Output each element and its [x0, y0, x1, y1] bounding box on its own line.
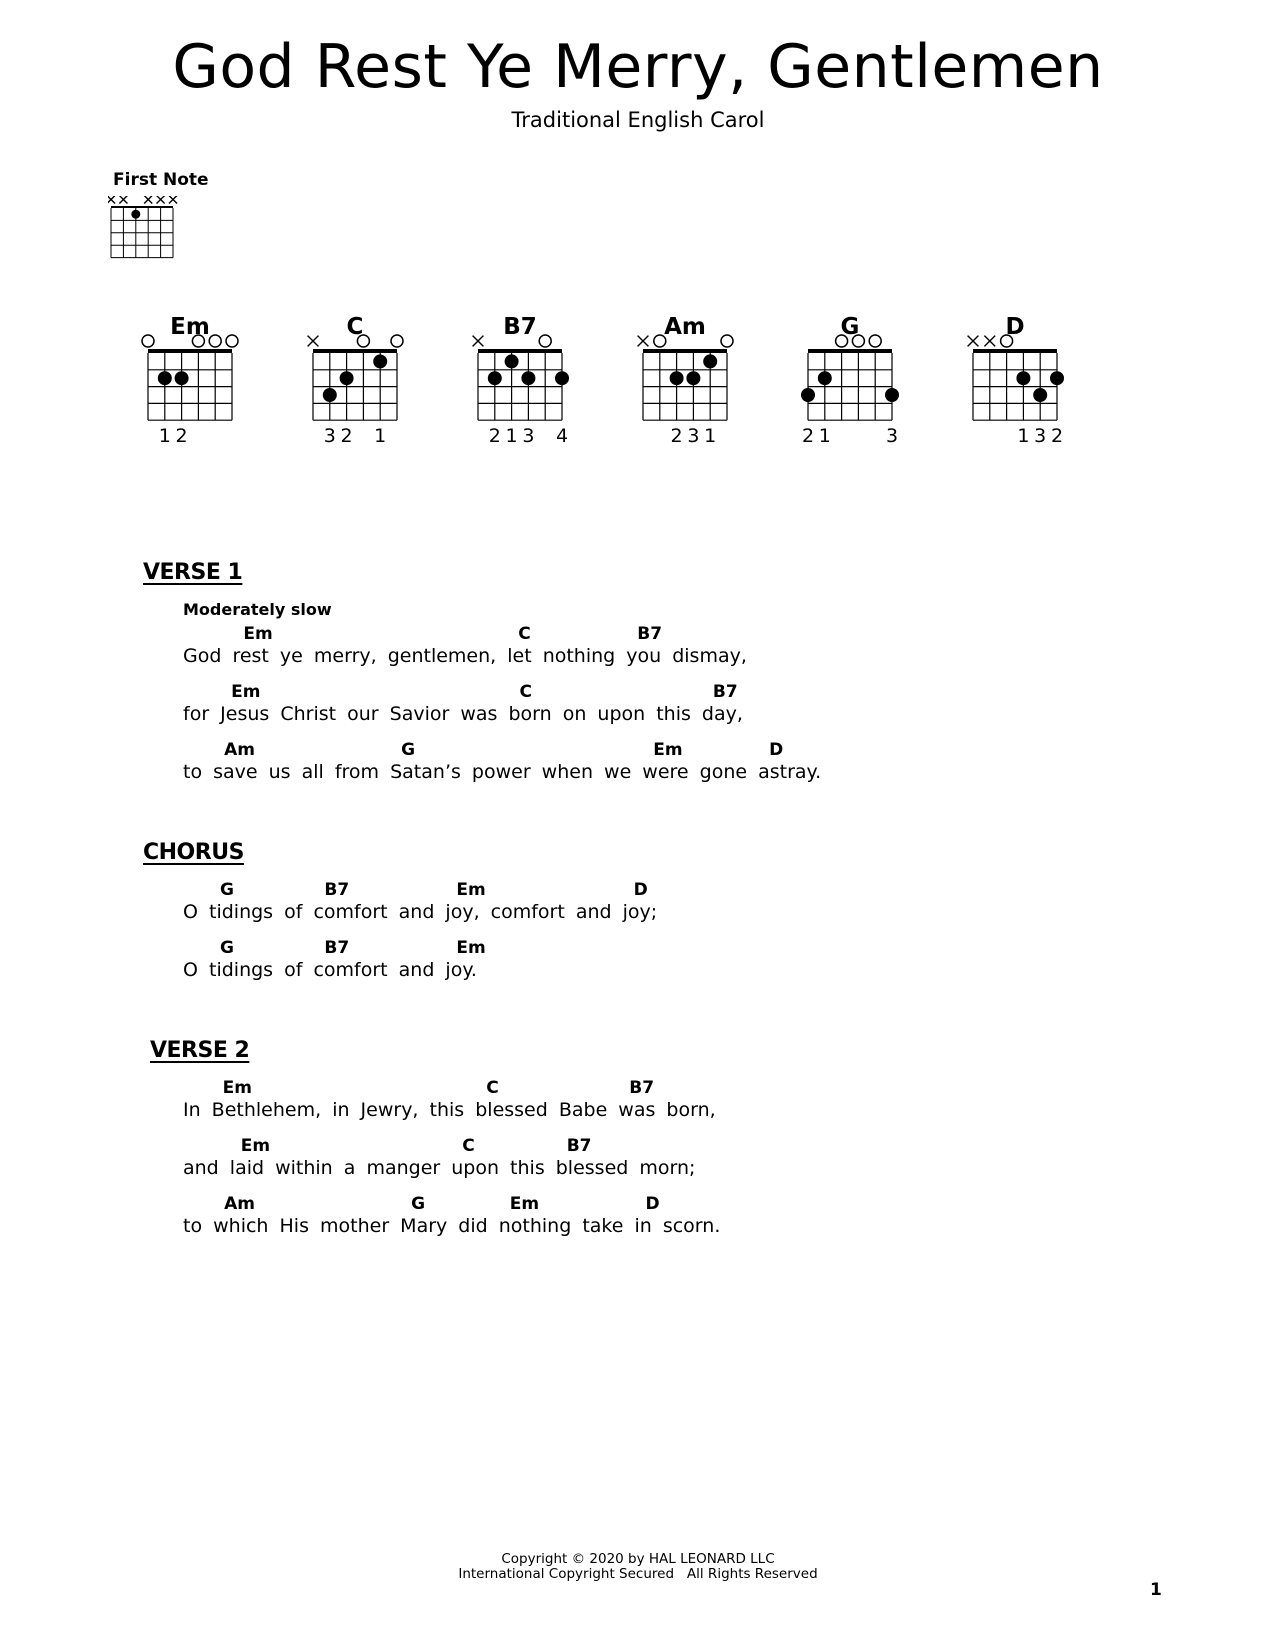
chord-symbol: D: [645, 1194, 660, 1214]
muted-string-marker: [157, 196, 165, 204]
finger-dot: [670, 371, 684, 385]
chord-symbol: C: [518, 624, 531, 644]
finger-dot: [1033, 388, 1047, 402]
chord-symbol: C: [462, 1136, 475, 1156]
finger-number: 1: [1017, 425, 1030, 448]
chord-symbol: Am: [224, 740, 255, 760]
muted-string-marker: [473, 336, 484, 347]
finger-dot: [885, 388, 899, 402]
nut: [313, 349, 397, 353]
finger-number: 4: [555, 425, 569, 448]
chord-symbol: Em: [653, 740, 683, 760]
open-string-marker: [654, 335, 666, 347]
chord-symbol: G: [219, 938, 234, 958]
section-heading: VERSE 1: [143, 560, 243, 585]
lyric-line: [183, 1078, 1083, 1128]
lyric-line: [183, 1194, 1083, 1244]
muted-string-marker: [638, 336, 649, 347]
first-note-label: First Note: [113, 170, 209, 190]
nut: [973, 349, 1057, 353]
chord-name: Em: [170, 316, 210, 340]
section-heading: CHORUS: [143, 840, 244, 865]
chord-symbol: B7: [324, 938, 350, 958]
chord-symbol: Em: [456, 880, 486, 900]
chord-symbol: Em: [240, 1136, 271, 1156]
finger-number: 2: [340, 425, 353, 448]
finger-number: 2: [488, 425, 501, 448]
finger-dot: [488, 371, 502, 385]
chord-name: C: [346, 316, 364, 340]
finger-number: 3: [885, 425, 899, 448]
chord-symbol: B7: [324, 880, 350, 900]
finger-number: 3: [522, 425, 535, 448]
chord-symbol: B7: [566, 1136, 592, 1156]
chord-symbol: G: [401, 740, 416, 760]
lyric-text: O tidings of comfort and joy.: [183, 959, 477, 981]
open-string-marker: [391, 335, 403, 347]
open-string-marker: [869, 335, 881, 347]
chord-name: Am: [664, 316, 706, 340]
chord-name: G: [840, 316, 860, 340]
chord-diagram-g: [801, 316, 899, 447]
lyric-text: O tidings of comfort and joy, comfort and joy;: [183, 901, 658, 923]
lyric-text: and laid within a manger upon this blessed morn;: [183, 1157, 696, 1179]
nut: [643, 349, 727, 353]
chord-diagram-em: [142, 316, 238, 447]
lyric-line: [183, 880, 1083, 930]
chord-diagram-b7: [473, 316, 569, 447]
chord-symbol: Em: [456, 938, 486, 958]
chord-symbol: B7: [629, 1078, 655, 1098]
finger-dot: [158, 371, 172, 385]
finger-dot: [131, 210, 140, 219]
finger-number: 1: [374, 425, 387, 448]
finger-dot: [175, 371, 189, 385]
footer: [0, 1552, 1276, 1582]
muted-string-marker: [169, 196, 177, 204]
chord-diagram-d: [968, 316, 1064, 447]
finger-number: 1: [818, 425, 831, 448]
finger-number: 3: [687, 425, 700, 448]
finger-number: 3: [323, 425, 336, 448]
finger-number: 1: [158, 425, 171, 448]
chord-diagram-c: [308, 316, 403, 447]
finger-dot: [1016, 371, 1030, 385]
song-title: God Rest Ye Merry, Gentlemen: [172, 32, 1104, 102]
chord-symbol: C: [486, 1078, 499, 1098]
finger-number: 2: [670, 425, 683, 448]
finger-dot: [505, 354, 519, 368]
muted-string-marker: [968, 336, 979, 347]
finger-dot: [703, 354, 717, 368]
chord-symbol: Am: [224, 1194, 255, 1214]
lyric-line: [183, 624, 1083, 674]
finger-number: 3: [1034, 425, 1047, 448]
chord-diagram-first-note: [108, 196, 177, 258]
page-number: 1: [1150, 1580, 1162, 1600]
chord-symbol: D: [769, 740, 784, 760]
muted-string-marker: [108, 196, 115, 204]
chord-symbol: B7: [637, 624, 663, 644]
chord-diagrams: [0, 316, 1276, 456]
chord-symbol: Em: [509, 1194, 540, 1214]
finger-dot: [521, 371, 535, 385]
chord-symbol: G: [411, 1194, 426, 1214]
chord-name: D: [1005, 316, 1025, 340]
finger-number: 1: [505, 425, 518, 448]
open-string-marker: [539, 335, 551, 347]
lyric-text: to which His mother Mary did nothing take in scorn.: [183, 1215, 721, 1237]
finger-dot: [1050, 371, 1064, 385]
muted-string-marker: [984, 336, 995, 347]
muted-string-marker: [308, 336, 319, 347]
finger-number: 2: [175, 425, 188, 448]
lyric-line: [183, 740, 1083, 790]
nut: [808, 349, 892, 353]
muted-string-marker: [119, 196, 127, 204]
rights-text: International Copyright Secured All Rights Reserved: [458, 1566, 818, 1582]
tempo-marking: Moderately slow: [183, 600, 332, 619]
finger-number: 1: [704, 425, 717, 448]
nut: [148, 349, 232, 353]
open-string-marker: [209, 335, 221, 347]
chord-symbol: Em: [231, 682, 261, 702]
open-string-marker: [721, 335, 733, 347]
open-string-marker: [226, 335, 238, 347]
finger-dot: [801, 388, 815, 402]
finger-number: 2: [801, 425, 815, 448]
lyric-line: [183, 1136, 1083, 1186]
lyric-line: [183, 938, 1083, 988]
first-note-diagram: [108, 196, 188, 260]
lyric-line: [183, 682, 1083, 732]
finger-dot: [373, 354, 387, 368]
nut: [478, 349, 562, 353]
chord-diagram-am: [638, 316, 733, 447]
section-heading: VERSE 2: [150, 1038, 250, 1063]
chord-symbol: D: [633, 880, 648, 900]
chord-symbol: C: [519, 682, 532, 702]
song-subtitle: Traditional English Carol: [511, 108, 765, 132]
nut: [111, 206, 173, 208]
lyric-text: In Bethlehem, in Jewry, this blessed Babe was born,: [183, 1099, 716, 1121]
finger-dot: [686, 371, 700, 385]
muted-string-marker: [144, 196, 152, 204]
chord-symbol: Em: [243, 624, 273, 644]
finger-dot: [340, 371, 354, 385]
finger-number: 2: [1050, 425, 1064, 448]
chord-symbol: Em: [222, 1078, 252, 1098]
open-string-marker: [142, 335, 154, 347]
lyric-text: God rest ye merry, gentlemen, let nothing you dismay,: [183, 645, 747, 667]
chord-symbol: G: [219, 880, 234, 900]
chord-symbol: B7: [712, 682, 738, 702]
lyric-text: to save us all from Satan’s power when we were gone astray.: [183, 761, 822, 783]
lyric-text: for Jesus Christ our Savior was born on upon this day,: [183, 703, 743, 725]
finger-dot: [818, 371, 832, 385]
finger-dot: [323, 388, 337, 402]
copyright-text: Copyright © 2020 by HAL LEONARD LLC: [501, 1551, 775, 1567]
chord-name: B7: [503, 316, 537, 340]
finger-dot: [555, 371, 569, 385]
